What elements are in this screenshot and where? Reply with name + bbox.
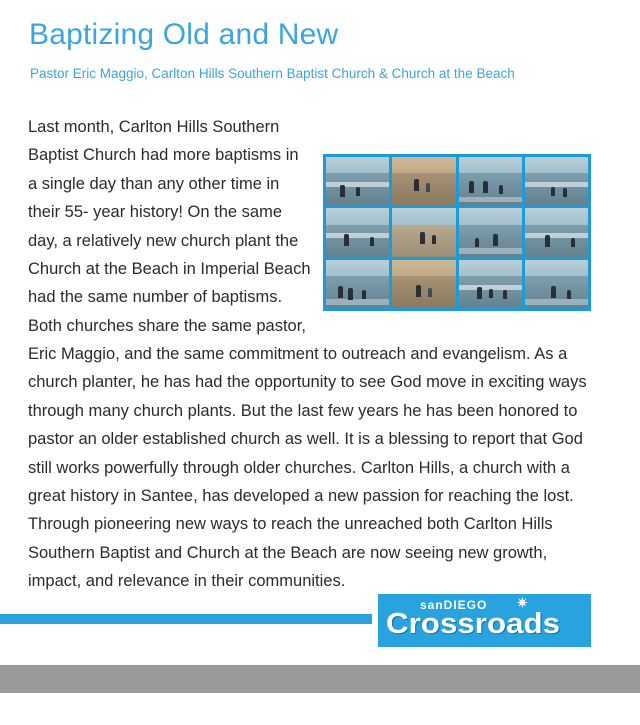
byline: Pastor Eric Maggio, Carlton Hills Southern Baptist Church & Church at the Beach <box>30 66 515 81</box>
collage-tile <box>326 260 389 308</box>
collage-tile <box>459 208 522 256</box>
collage-tile <box>392 157 455 205</box>
page-title: Baptizing Old and New <box>29 18 339 51</box>
logo-top-text: sanDIEGO <box>420 598 488 612</box>
collage-tile <box>326 208 389 256</box>
article-paragraph: Last month, Carlton Hills Southern Baptist Church had more baptisms in a single day than any other time in their 55- year history! On the same day, a relatively new church plant the Church at the Beach in Imperial Beach had the same number of baptisms. Both churches share the same pastor, Eric Maggio, and the same commitment to outreach and evangelism. As a church planter, he has had the opportunity to see God move in exciting ways through many church plants. But the last few years he has been honored to pastor an older established church as well. It is a blessing to report that God still works powerfully through older churches. Carlton Hills, a church with a great history in Santee, has developed a new passion for reaching the lost. Through pioneering new ways to reach the unreached both Carlton Hills Southern Baptist and Church at the Beach are now seeing new growth, impact, and relevance in their communities. <box>28 118 587 590</box>
collage-tile <box>525 157 588 205</box>
footer-gray-bar <box>0 665 640 693</box>
collage-tile <box>525 260 588 308</box>
collage-tile <box>392 260 455 308</box>
crossroads-logo <box>378 594 591 647</box>
collage-tile <box>525 208 588 256</box>
collage-tile <box>326 157 389 205</box>
collage-tile <box>459 260 522 308</box>
logo-main-text: Crossroads <box>386 608 561 640</box>
collage-tile <box>459 157 522 205</box>
star-icon: ✷ <box>516 595 529 612</box>
footer-white-bar <box>0 693 640 725</box>
collage-tile <box>392 208 455 256</box>
photo-collage <box>323 154 591 311</box>
divider-blue-bar <box>0 614 372 624</box>
